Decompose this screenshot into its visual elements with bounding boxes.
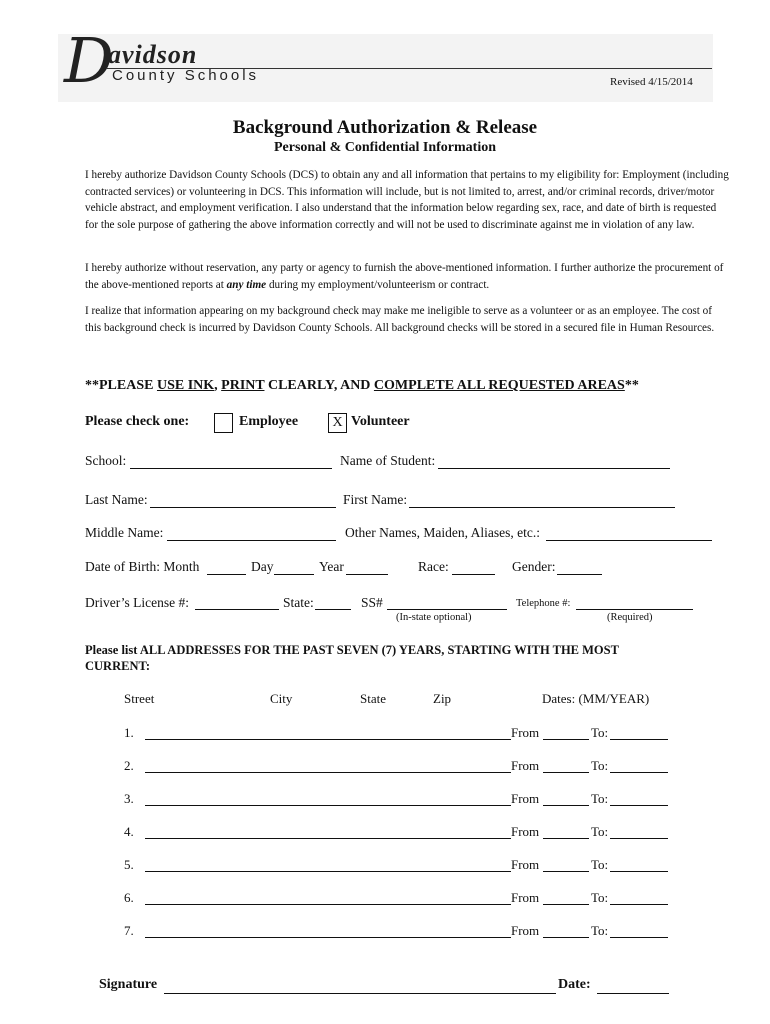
logo-wordmark: avidson xyxy=(108,40,198,69)
address-from-field[interactable] xyxy=(543,871,589,872)
instruction-text: PRINT xyxy=(221,378,265,393)
race-field[interactable] xyxy=(452,574,495,575)
instate-note: (In-state optional) xyxy=(396,612,472,623)
employee-checkbox[interactable] xyxy=(214,413,233,433)
address-street-field[interactable] xyxy=(145,904,511,905)
address-from-label: From xyxy=(511,923,540,938)
address-row-number: 2. xyxy=(124,758,134,773)
student-name-field[interactable] xyxy=(438,468,670,469)
column-state: State xyxy=(360,691,386,706)
address-row-number: 6. xyxy=(124,890,134,905)
middle-name-field[interactable] xyxy=(167,540,336,541)
signature-field[interactable] xyxy=(164,993,556,994)
addresses-heading: Please list ALL ADDRESSES FOR THE PAST SEVEN (7) YEARS, STARTING WITH THE MOST xyxy=(85,643,619,657)
address-row-number: 5. xyxy=(124,857,134,872)
school-field[interactable] xyxy=(130,468,332,469)
signature-label: Signature xyxy=(99,977,158,992)
ss-label: SS# xyxy=(361,595,383,610)
address-from-label: From xyxy=(511,890,540,905)
license-field[interactable] xyxy=(195,609,279,610)
address-from-label: From xyxy=(511,758,540,773)
address-from-field[interactable] xyxy=(543,838,589,839)
address-from-field[interactable] xyxy=(543,805,589,806)
address-to-label: To: xyxy=(591,758,609,773)
telephone-label: Telephone #: xyxy=(516,598,571,609)
dob-day-field[interactable] xyxy=(274,574,314,575)
dob-year-field[interactable] xyxy=(346,574,388,575)
column-zip: Zip xyxy=(433,691,452,706)
address-to-field[interactable] xyxy=(610,937,668,938)
check-one-label: Please check one: xyxy=(85,414,190,429)
logo-letter: D xyxy=(64,24,114,97)
form-title: Background Authorization & Release xyxy=(232,117,538,138)
address-street-field[interactable] xyxy=(145,772,511,773)
dob-year-label: Year xyxy=(319,559,344,574)
employee-label: Employee xyxy=(239,414,299,429)
address-street-field[interactable] xyxy=(145,937,511,938)
address-row-number: 1. xyxy=(124,725,134,740)
address-to-field[interactable] xyxy=(610,772,668,773)
instruction-text: USE INK xyxy=(156,378,215,393)
addresses-heading-cont: CURRENT: xyxy=(85,659,151,673)
logo-subtitle: County Schools xyxy=(112,67,260,84)
paragraph-text: during my employment/volunteerism or contract. xyxy=(266,278,490,291)
license-state-field[interactable] xyxy=(315,609,351,610)
column-street: Street xyxy=(124,691,155,706)
address-from-label: From xyxy=(511,725,540,740)
column-city: City xyxy=(270,691,293,706)
address-street-field[interactable] xyxy=(145,805,511,806)
column-dates: Dates: (MM/YEAR) xyxy=(542,691,650,706)
race-label: Race: xyxy=(418,559,449,574)
first-name-field[interactable] xyxy=(409,507,675,508)
address-from-label: From xyxy=(511,791,540,806)
address-to-label: To: xyxy=(591,824,609,839)
ss-field[interactable] xyxy=(387,609,507,610)
student-name-label: Name of Student: xyxy=(340,453,436,468)
gender-field[interactable] xyxy=(557,574,602,575)
dob-month-label: Date of Birth: Month xyxy=(85,559,200,574)
license-label: Driver’s License #: xyxy=(85,595,189,610)
volunteer-label: Volunteer xyxy=(351,414,410,429)
school-label: School: xyxy=(85,453,127,468)
address-from-field[interactable] xyxy=(543,739,589,740)
address-to-label: To: xyxy=(591,725,609,740)
instruction-banner xyxy=(85,378,639,394)
address-to-label: To: xyxy=(591,923,609,938)
license-state-label: State: xyxy=(283,595,314,610)
instruction-text: ** xyxy=(624,378,639,393)
dob-day-label: Day xyxy=(251,559,274,574)
address-from-field[interactable] xyxy=(543,904,589,905)
dob-month-field[interactable] xyxy=(207,574,246,575)
volunteer-checkbox[interactable]: X xyxy=(328,413,347,433)
last-name-field[interactable] xyxy=(150,507,336,508)
last-name-label: Last Name: xyxy=(85,492,148,507)
paragraph-text: I hereby authorize without reservation, any party or agency to furnish the above-mentioned information. I further authorize the procurement of the above-mentioned reports at xyxy=(85,262,724,291)
first-name-label: First Name: xyxy=(343,492,408,507)
address-to-label: To: xyxy=(591,791,609,806)
address-from-label: From xyxy=(511,824,540,839)
address-to-field[interactable] xyxy=(610,871,668,872)
revised-date: Revised 4/15/2014 xyxy=(610,76,693,88)
address-from-label: From xyxy=(511,857,540,872)
instruction-text: , xyxy=(214,378,222,393)
address-row-number: 3. xyxy=(124,791,134,806)
other-names-field[interactable] xyxy=(546,540,712,541)
address-to-field[interactable] xyxy=(610,838,668,839)
emphasis-text: any time xyxy=(226,278,267,291)
instruction-text: COMPLETE ALL REQUESTED AREAS xyxy=(373,378,625,393)
address-from-field[interactable] xyxy=(543,772,589,773)
address-to-field[interactable] xyxy=(610,904,668,905)
address-row-number: 7. xyxy=(124,923,134,938)
address-street-field[interactable] xyxy=(145,871,511,872)
address-to-field[interactable] xyxy=(610,805,668,806)
storage-paragraph: I realize that information appearing on my background check may make me ineligible to serve as a volunteer or as an employee. The cost of this background check is incurred by Davidson County Schools. All background checks will be stored in a secured file in Human Resources. xyxy=(85,305,715,334)
telephone-field[interactable] xyxy=(576,609,693,610)
instruction-text: CLEARLY, AND xyxy=(264,378,374,393)
address-row-number: 4. xyxy=(124,824,134,839)
other-names-label: Other Names, Maiden, Aliases, etc.: xyxy=(345,525,540,540)
instruction-text: **PLEASE xyxy=(85,378,157,393)
address-street-field[interactable] xyxy=(145,739,511,740)
required-note: (Required) xyxy=(607,612,653,623)
address-to-label: To: xyxy=(591,857,609,872)
date-field[interactable] xyxy=(597,993,669,994)
address-street-field[interactable] xyxy=(145,838,511,839)
form-subtitle: Personal & Confidential Information xyxy=(273,140,497,155)
gender-label: Gender: xyxy=(512,559,556,574)
address-to-field[interactable] xyxy=(610,739,668,740)
address-to-label: To: xyxy=(591,890,609,905)
address-from-field[interactable] xyxy=(543,937,589,938)
authorization-paragraph: I hereby authorize Davidson County Schools (DCS) to obtain any and all information that pertains to my eligibility for: Employment (including contracted services) or volunteering in DCS. This information will include, but is not limited to, arrest, and/or criminal records, driver/motor vehicle abstract, and employment verification. I also understand that the information below regarding sex, race, and date of birth is requested for the sole purpose of gathering the above information correctly and will not be used to discriminate against me in violation of any law. xyxy=(85,169,729,231)
date-label: Date: xyxy=(558,977,591,992)
middle-name-label: Middle Name: xyxy=(85,525,164,540)
reservation-paragraph xyxy=(85,260,730,293)
